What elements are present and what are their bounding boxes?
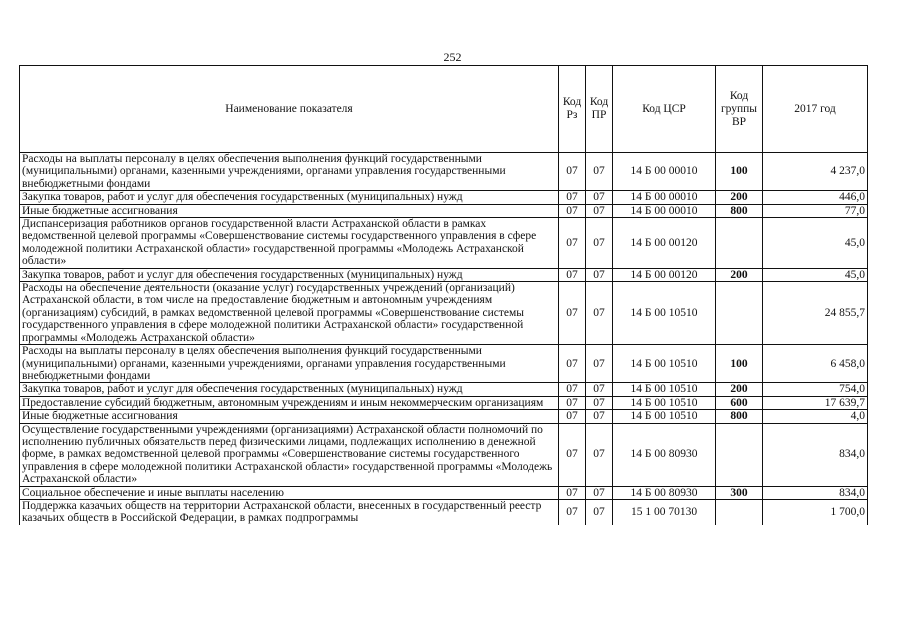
- row-csr: 14 Б 00 10510: [613, 345, 716, 383]
- row-vr: 600: [716, 396, 763, 409]
- row-rz: 07: [559, 153, 586, 191]
- row-vr: 300: [716, 486, 763, 499]
- table-header-row: [20, 66, 868, 153]
- row-rz: 07: [559, 282, 586, 345]
- row-pr: 07: [586, 282, 613, 345]
- table-row: [20, 345, 868, 383]
- page-number: 252: [443, 50, 462, 64]
- header-csr: Код ЦСР: [613, 66, 716, 153]
- header-rz: Код Рз: [559, 66, 586, 153]
- row-name: Расходы на обеспечение деятельности (оказание услуг) государственных учреждений (организаций) Астраханской области, в том числе на предоставление бюджетным и автономным учреждениям (организациям) субсидий, в рамках ведомственной целевой программы «Совершенствование системы государственного управления в сфере молодежной политики Астраханской области» государственной программы «Молодежь Астраханской области»: [20, 282, 559, 345]
- table-row: [20, 410, 868, 423]
- row-csr: 14 Б 00 10510: [613, 396, 716, 409]
- row-amount: 754,0: [763, 383, 868, 396]
- row-amount: 45,0: [763, 218, 868, 269]
- table-row: [20, 204, 868, 217]
- row-amount: 446,0: [763, 191, 868, 204]
- row-rz: 07: [559, 345, 586, 383]
- row-pr: 07: [586, 204, 613, 217]
- row-vr: 800: [716, 410, 763, 423]
- row-csr: 14 Б 00 10510: [613, 410, 716, 423]
- row-vr: 800: [716, 204, 763, 217]
- row-amount: 6 458,0: [763, 345, 868, 383]
- row-amount: 17 639,7: [763, 396, 868, 409]
- header-vr: Код группы ВР: [716, 66, 763, 153]
- row-amount: 24 855,7: [763, 282, 868, 345]
- row-pr: 07: [586, 268, 613, 281]
- table-row: [20, 153, 868, 191]
- row-pr: 07: [586, 345, 613, 383]
- row-name: Иные бюджетные ассигнования: [20, 204, 559, 217]
- row-amount: 4,0: [763, 410, 868, 423]
- row-rz: 07: [559, 383, 586, 396]
- row-amount: 45,0: [763, 268, 868, 281]
- row-csr: 14 Б 00 00010: [613, 191, 716, 204]
- row-csr: 15 1 00 70130: [613, 499, 716, 524]
- row-vr: 200: [716, 268, 763, 281]
- row-name: Осуществление государственными учреждениями (организациями) Астраханской области полномочий по исполнению публичных обязательств перед физическими лицами, подлежащих исполнению в денежной форме, в рамках ведомственной целевой программы «Совершенствование системы государственного управления в сфере молодежной политики Астраханской области» государственной программы «Молодежь Астраханской области»: [20, 423, 559, 486]
- row-pr: 07: [586, 383, 613, 396]
- row-name: Закупка товаров, работ и услуг для обеспечения государственных (муниципальных) нужд: [20, 191, 559, 204]
- row-rz: 07: [559, 191, 586, 204]
- table-row: [20, 486, 868, 499]
- row-amount: 77,0: [763, 204, 868, 217]
- row-rz: 07: [559, 268, 586, 281]
- row-vr: [716, 423, 763, 486]
- row-name: Поддержка казачьих обществ на территории Астраханской области, внесенных в государственный реестр казачьих обществ в Российской Федерации, в рамках подпрограммы: [20, 499, 559, 524]
- row-amount: 1 700,0: [763, 499, 868, 524]
- budget-table: [19, 65, 868, 525]
- row-csr: 14 Б 00 80930: [613, 486, 716, 499]
- row-amount: 834,0: [763, 486, 868, 499]
- row-vr: 200: [716, 383, 763, 396]
- row-csr: 14 Б 00 00010: [613, 153, 716, 191]
- row-name: Диспансеризация работников органов государственной власти Астраханской области в рамках ведомственной целевой программы «Совершенствование системы государственного управления в сфере молодежной политики Астраханской области» государственной программы «Молодежь Астраханской области»: [20, 218, 559, 269]
- row-pr: 07: [586, 499, 613, 524]
- row-name: Предоставление субсидий бюджетным, автономным учреждениям и иным некоммерческим организациям: [20, 396, 559, 409]
- row-pr: 07: [586, 486, 613, 499]
- row-vr: [716, 499, 763, 524]
- row-pr: 07: [586, 153, 613, 191]
- row-amount: 834,0: [763, 423, 868, 486]
- row-csr: 14 Б 00 00010: [613, 204, 716, 217]
- header-year: 2017 год: [763, 66, 868, 153]
- row-csr: 14 Б 00 10510: [613, 383, 716, 396]
- row-rz: 07: [559, 499, 586, 524]
- row-vr: 100: [716, 345, 763, 383]
- row-vr: 100: [716, 153, 763, 191]
- header-name: Наименование показателя: [20, 66, 559, 153]
- row-rz: 07: [559, 204, 586, 217]
- row-csr: 14 Б 00 10510: [613, 282, 716, 345]
- table-row: [20, 383, 868, 396]
- row-rz: 07: [559, 396, 586, 409]
- row-pr: 07: [586, 218, 613, 269]
- row-csr: 14 Б 00 00120: [613, 218, 716, 269]
- row-rz: 07: [559, 218, 586, 269]
- row-pr: 07: [586, 396, 613, 409]
- row-rz: 07: [559, 423, 586, 486]
- row-name: Социальное обеспечение и иные выплаты населению: [20, 486, 559, 499]
- row-rz: 07: [559, 410, 586, 423]
- row-name: Закупка товаров, работ и услуг для обеспечения государственных (муниципальных) нужд: [20, 268, 559, 281]
- table-row: [20, 191, 868, 204]
- row-pr: 07: [586, 423, 613, 486]
- row-name: Закупка товаров, работ и услуг для обеспечения государственных (муниципальных) нужд: [20, 383, 559, 396]
- row-csr: 14 Б 00 00120: [613, 268, 716, 281]
- table-row: [20, 499, 868, 524]
- row-vr: [716, 218, 763, 269]
- row-vr: [716, 282, 763, 345]
- row-csr: 14 Б 00 80930: [613, 423, 716, 486]
- row-vr: 200: [716, 191, 763, 204]
- table-row: [20, 268, 868, 281]
- row-rz: 07: [559, 486, 586, 499]
- table-row: [20, 282, 868, 345]
- row-name: Расходы на выплаты персоналу в целях обеспечения выполнения функций государственными (муниципальными) органами, казенными учреждениями, органами управления государственными внебюджетными фондами: [20, 345, 559, 383]
- row-pr: 07: [586, 191, 613, 204]
- row-name: Иные бюджетные ассигнования: [20, 410, 559, 423]
- row-amount: 4 237,0: [763, 153, 868, 191]
- row-name: Расходы на выплаты персоналу в целях обеспечения выполнения функций государственными (муниципальными) органами, казенными учреждениями, органами управления государственными внебюджетными фондами: [20, 153, 559, 191]
- table-row: [20, 218, 868, 269]
- table-row: [20, 396, 868, 409]
- table-row: [20, 423, 868, 486]
- header-pr: Код ПР: [586, 66, 613, 153]
- row-pr: 07: [586, 410, 613, 423]
